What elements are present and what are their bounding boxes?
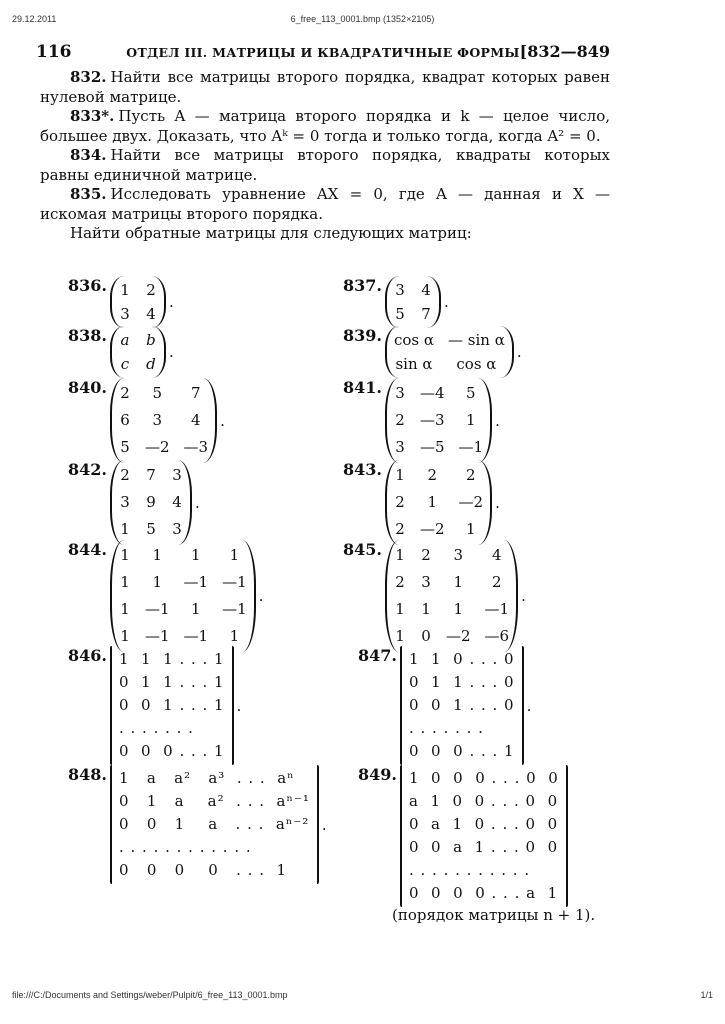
matrix-punctuation: . [443,293,449,311]
matrix-number: 841. [343,378,382,397]
matrix-row: 0 0 0 . . . 1 [408,742,515,760]
matrix-cell: cos α [393,331,434,349]
matrix-cell: —5 [419,438,445,456]
matrix-row: . . . . . . . . . . . . [118,838,252,856]
problem-number: 833*. [70,107,115,125]
matrix-number: 838. [68,326,107,345]
matrix-843 [343,460,500,545]
matrix-cell: 1 [395,466,405,484]
matrix-cell: 2 [146,281,156,299]
problem-832 [40,68,610,107]
matrix-number: 840. [68,378,107,397]
section-title: ОТДЕЛ III. МАТРИЦЫ И КВАДРАТИЧНЫЕ ФОРМЫ [126,45,520,60]
matrix-body [110,378,217,463]
matrix-cell: 9 [146,493,156,511]
matrix-row: 0 0 1 a . . . aⁿ⁻² [118,815,310,833]
problem-number: 834. [70,146,107,164]
matrix-cell: 5 [466,384,476,402]
matrix-cell: 5 [152,384,163,402]
matrix-cell: 3 [120,493,130,511]
matrix-cell: 3 [395,384,405,402]
matrix-row: 0 a 1 0 . . . 0 0 [408,815,559,833]
matrix-punctuation: . [526,696,532,715]
matrix-cell: —1 [183,573,209,591]
matrix-cell: 4 [146,305,156,323]
matrix-cell: — sin α [448,331,505,349]
matrix-cell: 1 [466,520,476,538]
matrix-cell: 1 [229,627,240,645]
matrix-body [110,646,234,765]
matrix-row: 0 1 1 . . . 1 [118,673,225,691]
matrix-cell: 3 [152,411,163,429]
matrix-cell: 2 [427,466,438,484]
matrix-cell: 7 [191,384,201,402]
matrix-row: 1 a a² a³ . . . aⁿ [118,769,295,787]
matrix-cell: 1 [395,546,405,564]
matrix-cell: d [146,355,156,373]
matrix-punctuation: . [220,411,225,430]
matrix-body [385,540,518,652]
matrix-cell: 3 [421,573,431,591]
problem-intro [40,224,610,244]
matrix-row: 0 0 0 . . . 1 [118,742,225,760]
matrix-cell: 7 [421,305,431,323]
matrix-body [385,378,492,463]
matrix-cell: 1 [427,493,438,511]
matrix-punctuation: . [521,587,526,605]
matrix-punctuation: . [495,411,500,430]
problem-text: Исследовать уравнение AX = 0, где A — данная и X — искомая матрицы второго порядка. [40,185,610,223]
matrix-row: 0 0 0 0 . . . a 1 [408,884,559,902]
matrix-cell: —1 [144,627,170,645]
matrix-cell: —1 [222,573,247,591]
matrix-cell: 6 [120,411,130,429]
matrix-punctuation: . [168,343,174,361]
matrix-cell: 0 [421,627,431,645]
matrix-cell: 4 [492,546,502,564]
matrix-cell: 1 [191,600,201,618]
matrix-cell: 5 [395,305,405,323]
matrix-number: 849. [358,765,397,784]
matrix-cell: 2 [492,573,502,591]
matrix-row: 0 0 a 1 . . . 0 0 [408,838,559,856]
page-header [36,42,610,66]
matrix-836 [68,276,174,328]
matrix-cell: 1 [120,546,130,564]
matrix-number: 848. [68,765,107,784]
matrix-row: 0 0 1 . . . 0 [408,696,515,714]
matrix-cell: 2 [395,493,405,511]
matrix-cell: 1 [453,600,464,618]
browser-print-footer [0,990,725,1002]
matrix-848 [68,765,327,884]
matrix-punctuation: . [495,493,500,512]
matrix-840 [68,378,225,463]
problem-text: Пусть A — матрица второго порядка и k — целое число, большее двух. Доказать, что Aᵏ = 0 тогда и только тогда, когда A² = 0. [40,107,610,145]
matrix-cell: 5 [120,438,130,456]
matrix-row: 0 0 1 . . . 1 [118,696,225,714]
matrix-body [385,460,492,545]
matrix-number: 845. [343,540,382,559]
matrix-punctuation: . [258,587,264,605]
matrix-body [400,646,524,765]
matrix-839 [343,326,522,378]
matrix-body [385,276,441,328]
matrix-cell: 1 [120,573,130,591]
matrix-cell: 1 [120,281,130,299]
matrix-row: . . . . . . . [408,719,484,737]
print-page-count: 1/1 [700,990,713,1000]
browser-print-header [0,14,725,26]
matrix-847 [358,646,531,765]
matrix-body [110,460,192,545]
matrix-cell: —1 [144,600,170,618]
matrix-845 [343,540,526,652]
matrix-849-note: (порядок матрицы n + 1). [392,906,596,924]
matrix-cell: 2 [466,466,476,484]
matrix-cell: 3 [172,520,182,538]
matrix-cell: 2 [395,520,405,538]
matrix-cell: —2 [144,438,170,456]
matrix-row: 1 0 0 0 . . . 0 0 [408,769,559,787]
matrix-cell: 1 [421,600,431,618]
matrix-cell: 1 [395,627,405,645]
matrix-cell: 2 [120,466,130,484]
matrix-cell: 3 [120,305,130,323]
problem-text: Найти обратные матрицы для следующих матриц: [70,224,472,242]
matrix-cell: 1 [229,546,240,564]
matrix-cell: 3 [172,466,182,484]
matrix-cell: 4 [421,281,431,299]
problem-834 [40,146,610,185]
print-url: file:///C:/Documents and Settings/weber/Pulpit/6_free_113_0001.bmp [12,990,288,1000]
matrix-body [385,326,514,378]
matrix-row: 1 1 1 . . . 1 [118,650,225,668]
matrix-number: 839. [343,326,382,345]
matrix-punctuation: . [168,293,174,311]
matrix-841 [343,378,500,463]
matrix-cell: 3 [395,281,405,299]
matrix-cell: —2 [445,627,471,645]
matrix-cell: —6 [484,627,510,645]
matrix-body [110,540,256,652]
matrix-846 [68,646,241,765]
print-title: 6_free_113_0001.bmp (1352×2105) [290,14,435,24]
matrix-body [110,765,319,884]
problem-text: Найти все матрицы второго порядка, квадрат которых равен нулевой матрице. [40,68,610,106]
matrix-row: 0 1 1 . . . 0 [408,673,515,691]
matrix-number: 844. [68,540,107,559]
matrix-cell: —4 [419,384,445,402]
matrix-number: 847. [358,646,397,665]
matrix-cell: 2 [395,573,405,591]
matrix-cell: 1 [152,573,163,591]
matrix-cell: 1 [152,546,163,564]
matrix-number: 837. [343,276,382,295]
problem-833 [40,107,610,146]
matrix-row: 1 1 0 . . . 0 [408,650,515,668]
matrix-row: 0 1 a a² . . . aⁿ⁻¹ [118,792,310,810]
page-number: 116 [36,42,72,62]
matrix-cell: 1 [120,520,130,538]
matrix-cell: 2 [421,546,431,564]
matrix-cell: 1 [395,600,405,618]
matrix-cell: 2 [120,384,130,402]
problem-number: 832. [70,68,107,86]
matrix-cell: 1 [120,627,130,645]
matrix-cell: 1 [120,600,130,618]
matrix-punctuation: . [321,815,327,834]
matrix-punctuation: . [236,696,242,715]
matrix-cell: —2 [419,520,445,538]
matrix-cell: b [146,331,156,349]
matrix-body [110,326,166,378]
problem-text: Найти все матрицы второго порядка, квадраты которых равны единичной матрице. [40,146,610,184]
matrix-cell: 1 [453,573,464,591]
matrix-cell: 4 [191,411,201,429]
matrix-body [110,276,166,328]
problem-list [40,68,610,244]
matrix-cell: —3 [183,438,209,456]
matrix-row: . . . . . . . [118,719,194,737]
matrix-cell: 3 [395,438,405,456]
problem-835 [40,185,610,224]
matrix-number: 842. [68,460,107,479]
matrix-cell: —3 [419,411,445,429]
matrix-842 [68,460,200,545]
matrix-cell: —1 [458,438,484,456]
matrix-837 [343,276,449,328]
matrix-row: a 1 0 0 . . . 0 0 [408,792,559,810]
matrix-body [400,765,568,907]
matrix-punctuation: . [516,343,522,361]
matrix-cell: 1 [191,546,201,564]
matrix-849 [358,765,568,907]
matrix-cell: —1 [484,600,510,618]
problem-number: 835. [70,185,107,203]
matrix-cell: 7 [146,466,156,484]
matrix-cell: 4 [172,493,182,511]
matrix-cell: —1 [222,600,247,618]
matrix-844 [68,540,263,652]
matrix-cell: 1 [466,411,476,429]
matrix-cell: —2 [458,493,484,511]
matrix-row: 0 0 0 0 . . . 1 [118,861,288,879]
matrix-cell: sin α [395,355,433,373]
print-date: 29.12.2011 [12,14,57,24]
matrix-cell: c [120,355,130,373]
matrix-row: . . . . . . . . . . . [408,861,531,879]
matrix-cell: 5 [146,520,156,538]
matrix-cell: cos α [456,355,497,373]
matrix-cell: —1 [183,627,209,645]
matrix-cell: 3 [453,546,464,564]
matrix-number: 836. [68,276,107,295]
matrix-number: 843. [343,460,382,479]
matrix-punctuation: . [194,493,200,512]
matrix-number: 846. [68,646,107,665]
matrix-cell: 2 [395,411,405,429]
matrix-cell: a [120,331,130,349]
matrix-838 [68,326,174,378]
problem-range: [832—849 [519,42,610,61]
